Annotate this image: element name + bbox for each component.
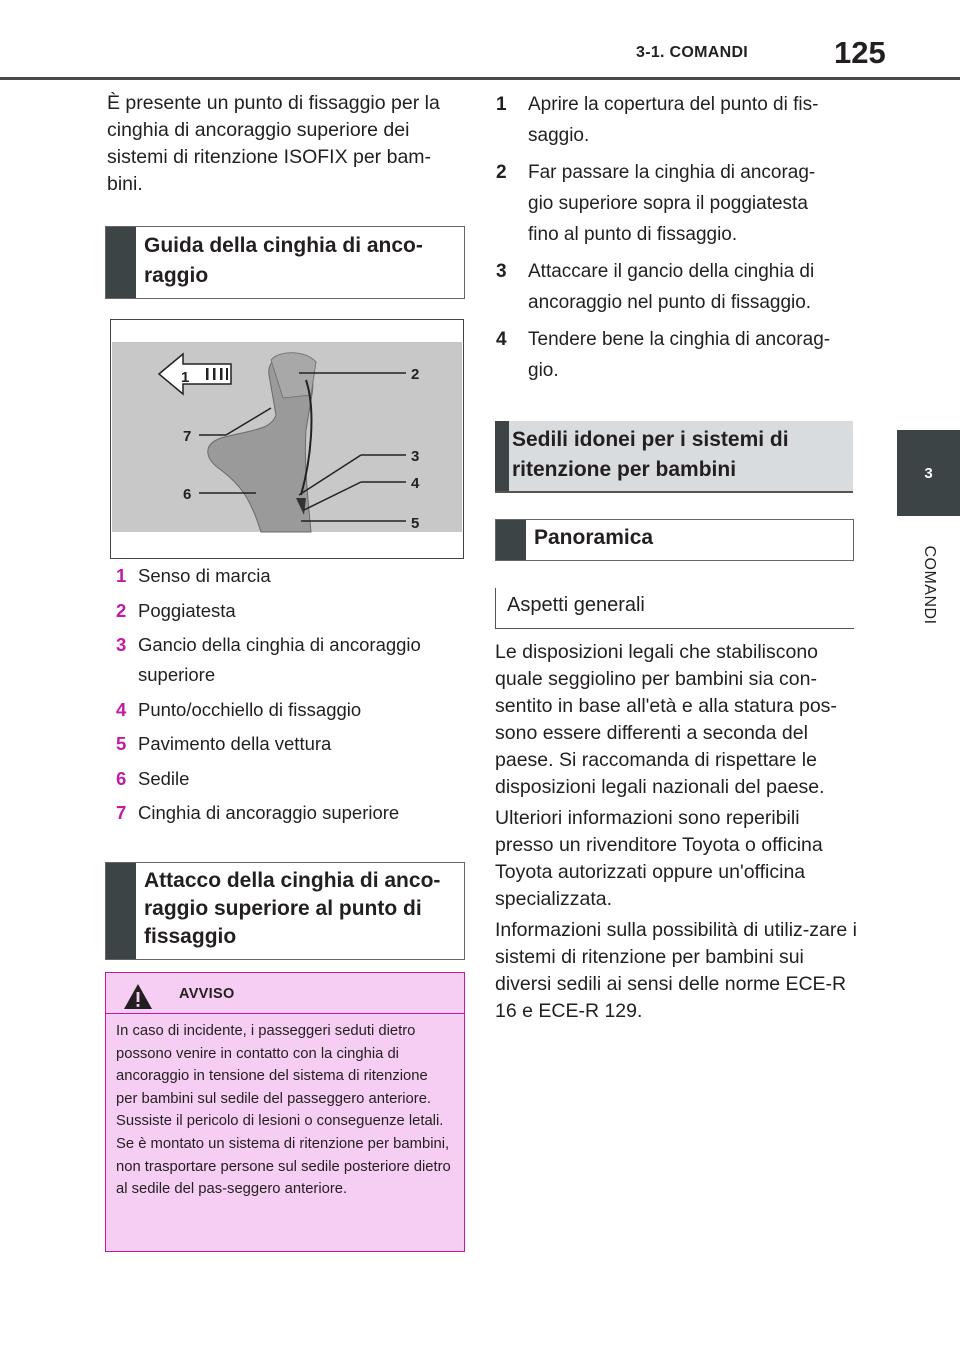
- step-text: Tendere bene la cinghia di ancorag-gio.: [528, 329, 831, 381]
- warning-title: AVVISO: [179, 986, 235, 1002]
- heading-text: Guida della cinghia di anco-raggio: [144, 234, 423, 287]
- legend-text: Cinghia di ancoraggio superiore: [138, 802, 400, 823]
- chapter-tab: [897, 430, 960, 516]
- legend-num: 2: [116, 599, 127, 621]
- step-num: 2: [496, 162, 507, 183]
- callout-5: 5: [411, 515, 420, 532]
- warning-box: [105, 972, 465, 1252]
- legend-num: 1: [116, 565, 127, 586]
- legend-item: [116, 695, 464, 725]
- callout-1: 1: [181, 369, 190, 386]
- arrow-stripe: [213, 368, 216, 380]
- page-number: 125: [834, 35, 886, 70]
- chapter-label-text: COMANDI: [920, 545, 938, 625]
- step-item: [496, 157, 856, 250]
- body-paragraph: Le disposizioni legali che stabiliscono quale seggiolino per bambini sia con-sentito in base all'età e alla statura pos-sono essere differenti a seconda del paese. Si raccomanda di rispettare le disposizioni legali nazionali del paese.: [495, 641, 837, 798]
- step-item: [496, 256, 856, 318]
- legend-item: [116, 764, 464, 794]
- warning-text: In caso di incidente, i passeggeri seduti dietro possono venire in contatto con la cinghia di ancoraggio in tensione del sistema di ritenzione per bambini sul sedile del passeggero anteriore. Sussiste il pericolo di lesioni o conseguenze letali. Se è montato un sistema di ritenzione per bambini, non trasportare persone sul sedile posteriore dietro al sedile del pas-seggero anteriore.: [116, 1023, 451, 1198]
- arrow-stripe: [226, 368, 228, 380]
- legend-text: Punto/occhiello di fissaggio: [138, 698, 362, 720]
- seat-illustration: [110, 319, 464, 559]
- heading-aspetti: [495, 588, 854, 629]
- legend-num: 3: [116, 634, 127, 655]
- step-item: [496, 324, 856, 386]
- warning-triangle-icon: [123, 983, 153, 1010]
- arrow-stripe: [220, 368, 223, 380]
- heading-bar: [495, 421, 509, 491]
- legend-item: [116, 630, 464, 690]
- callout-2: 2: [411, 366, 420, 383]
- legend-num: 5: [116, 733, 127, 754]
- heading-sedili: [495, 421, 853, 493]
- heading-bar: [496, 520, 526, 560]
- step-num: 4: [496, 329, 507, 350]
- legend-item: [116, 561, 464, 591]
- step-text: Far passare la cinghia di ancorag-gio superiore sopra il poggiatesta fino al punto di fissaggio.: [528, 162, 816, 245]
- steps-list: [496, 89, 856, 386]
- section-title: 3-1. COMANDI: [636, 44, 749, 61]
- header-rule: [0, 77, 960, 80]
- legend-item: [116, 729, 464, 759]
- callout-6: 6: [183, 486, 192, 503]
- heading-guida: [105, 226, 465, 299]
- seat-diagram: [111, 320, 463, 558]
- step-num: 1: [496, 94, 507, 115]
- legend-item: [116, 596, 464, 626]
- step-text: Aprire la copertura del punto di fis-saggio.: [528, 94, 819, 146]
- legend-text: Senso di marcia: [138, 565, 271, 586]
- body-paragraph: Informazioni sulla possibilità di utiliz-zare i sistemi di ritenzione per bambini sui diversi sedili ai sensi delle norme ECE-R 16 e ECE-R 129.: [495, 919, 857, 1022]
- callout-3: 3: [411, 448, 420, 465]
- step-item: [496, 89, 856, 151]
- heading-bar: [106, 863, 136, 959]
- step-text: Attaccare il gancio della cinghia di ancoraggio nel punto di fissaggio.: [528, 261, 815, 313]
- legend-text: Poggiatesta: [138, 599, 236, 621]
- chapter-label: [897, 525, 960, 645]
- chapter-number: 3: [924, 464, 933, 482]
- heading-text: Panoramica: [534, 526, 654, 549]
- heading-bar: [106, 227, 136, 298]
- heading-panoramica: [495, 519, 854, 561]
- callout-4: 4: [411, 475, 420, 492]
- legend-num: 7: [116, 802, 127, 823]
- legend-list: [116, 561, 464, 828]
- legend-num: 6: [116, 767, 127, 789]
- step-num: 3: [496, 261, 507, 282]
- arrow-stripe: [206, 368, 209, 380]
- heading-attacco: [105, 862, 465, 960]
- heading-text: Aspetti generali: [507, 594, 645, 616]
- body-text: [495, 639, 857, 1025]
- legend-text: Gancio della cinghia di ancoraggio superiore: [138, 634, 421, 685]
- body-paragraph: Ulteriori informazioni sono reperibili presso un rivenditore Toyota o officina Toyota autorizzati oppure un'officina specializzata.: [495, 807, 823, 910]
- legend-item: [116, 798, 464, 828]
- legend-text: Sedile: [138, 767, 190, 789]
- warning-header: [106, 973, 464, 1014]
- callout-7: 7: [183, 428, 192, 445]
- intro-paragraph: È presente un punto di fissaggio per la cinghia di ancoraggio superiore dei sistemi di ritenzione ISOFIX per bam-bini.: [107, 92, 440, 195]
- heading-text: Attacco della cinghia di anco-raggio superiore al punto di fissaggio: [144, 869, 441, 948]
- heading-text: Sedili idonei per i sistemi di ritenzione per bambini: [512, 428, 789, 481]
- legend-text: Pavimento della vettura: [138, 733, 332, 754]
- legend-num: 4: [116, 698, 127, 720]
